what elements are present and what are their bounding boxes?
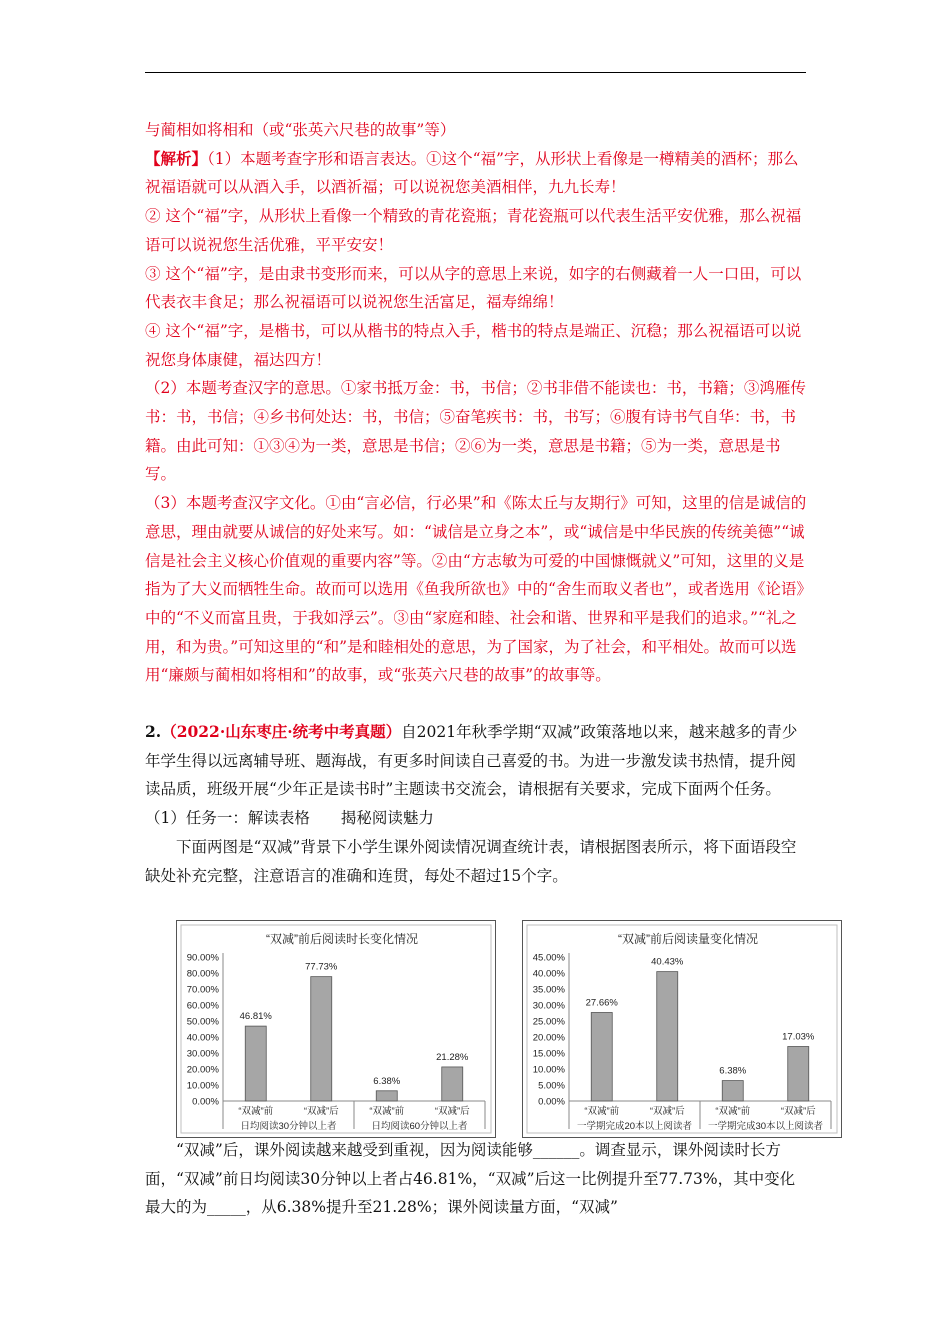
y-tick-label: 30.00%	[532, 1000, 565, 1012]
analysis-part1	[145, 145, 809, 202]
question-stem: 自2021年秋季学期“双减”政策落地以来，越来越多的青少年学生得以远离辅导班、题海战，有更多时间读自己喜爱的书。为进一步激发读书热情，提升阅读品质，班级开展“少年正是读书时”主题读书交流会，请根据有关要求，完成下面两个任务。	[145, 723, 798, 799]
y-tick-label: 30.00%	[186, 1048, 219, 1060]
bar	[311, 977, 332, 1101]
question-source: （2022·山东枣庄·统考中考真题）	[161, 722, 402, 741]
chart-reading-time	[176, 920, 496, 1138]
chart-title: “双减”前后阅读时长变化情况	[266, 932, 418, 946]
bar	[657, 972, 678, 1101]
x-category-label: “双减”前	[715, 1106, 751, 1117]
x-category-label: “双减”后	[780, 1106, 816, 1117]
y-tick-label: 0.00%	[192, 1096, 219, 1108]
y-tick-label: 90.00%	[186, 952, 219, 964]
bar-value-label: 17.03%	[782, 1031, 815, 1043]
y-tick-label: 10.00%	[532, 1064, 565, 1076]
y-tick-label: 80.00%	[186, 968, 219, 980]
question-stem-para	[145, 718, 809, 804]
x-category-label: “双减”前	[238, 1106, 274, 1117]
answer-tail: 与蔺相如将相和（或“张英六尺巷的故事”等）	[145, 121, 456, 139]
question-number: 2.	[145, 722, 162, 741]
bar-value-label: 40.43%	[651, 956, 684, 968]
question-section	[145, 718, 809, 890]
bar	[591, 1012, 612, 1101]
y-tick-label: 0.00%	[538, 1096, 565, 1108]
y-tick-label: 40.00%	[186, 1032, 219, 1044]
fill-in-section	[145, 1136, 809, 1222]
x-group-label: 一学期完成20本以上阅读者	[576, 1121, 693, 1132]
y-tick-label: 45.00%	[532, 952, 565, 964]
bar-value-label: 6.38%	[719, 1065, 747, 1077]
fill-in-paragraph: “双减”后，课外阅读越来越受到重视，因为阅读能够______。调查显示，课外阅读时长方面，“双减”前日均阅读30分钟以上者占46.81%，“双减”后这一比例提升至77.73%，其中变化最大的为_____，从6.38%提升至21.28%；课外阅读量方面，“双减”	[145, 1141, 796, 1217]
x-group-label: 日均阅读60分钟以上者	[371, 1121, 468, 1132]
x-category-label: “双减”后	[434, 1106, 470, 1117]
bar	[376, 1091, 397, 1101]
y-tick-label: 5.00%	[538, 1080, 565, 1092]
y-tick-label: 50.00%	[186, 1016, 219, 1028]
y-tick-label: 20.00%	[186, 1064, 219, 1076]
y-tick-label: 70.00%	[186, 984, 219, 996]
bar-value-label: 27.66%	[585, 997, 618, 1009]
chart-reading-time-svg	[177, 921, 495, 1137]
bar-value-label: 46.81%	[239, 1011, 272, 1023]
chart-title: “双减”前后阅读量变化情况	[618, 932, 758, 946]
chart-reading-amount	[522, 920, 842, 1138]
task1-heading: （1）任务一：解读表格 揭秘阅读魅力	[145, 809, 434, 828]
x-category-label: “双减”后	[303, 1106, 339, 1117]
task1-description: 下面两图是“双减”背景下小学生课外阅读情况调查统计表，请根据图表所示，将下面语段空缺处补充完整，注意语言的准确和连贯，每处不超过15个字。	[145, 837, 797, 885]
x-category-label: “双减”前	[369, 1106, 405, 1117]
analysis-label: 【解析】	[145, 148, 208, 168]
x-group-label: 一学期完成30本以上阅读者	[707, 1121, 824, 1132]
chart-inner-frame	[181, 925, 491, 1133]
bar	[722, 1081, 743, 1101]
bar	[245, 1026, 266, 1101]
analysis-part1-item3: ③ 这个“福”字，是由隶书变形而来，可以从字的意思上来说，如字的右侧藏着一人一口田，可以代表衣丰食足；那么祝福语可以说祝您生活富足，福寿绵绵！	[145, 264, 802, 312]
chart-reading-amount-svg	[523, 921, 841, 1137]
analysis-part1-text: （1）本题考查字形和语言表达。①这个“福”字，从形状上看像是一樽精美的酒杯；那么祝福语就可以从酒入手，以酒祈福；可以说祝您美酒相伴，九九长寿！	[145, 149, 799, 197]
analysis-part2: （2）本题考查汉字的意思。①家书抵万金：书，书信；②书非借不能读也：书，书籍；③鸿雁传书：书，书信；④乡书何处达：书，书信；⑤奋笔疾书：书，书写；⑥腹有诗书气自华：书，书籍。由此可知：①③④为一类，意思是书信；②⑥为一类，意思是书籍；⑤为一类，意思是书写。	[145, 379, 806, 484]
x-category-label: “双减”前	[584, 1106, 620, 1117]
bar-value-label: 77.73%	[305, 961, 338, 973]
analysis-part1-item4: ④ 这个“福”字，是楷书，可以从楷书的特点入手，楷书的特点是端正、沉稳；那么祝福语可以说祝您身体康健，福达四方！	[145, 321, 802, 369]
analysis-section	[145, 116, 809, 690]
y-tick-label: 35.00%	[532, 984, 565, 996]
bar	[788, 1047, 809, 1101]
y-tick-label: 25.00%	[532, 1016, 565, 1028]
header-rule	[145, 72, 806, 73]
x-category-label: “双减”后	[649, 1106, 685, 1117]
bar-value-label: 21.28%	[436, 1051, 469, 1063]
y-tick-label: 10.00%	[186, 1080, 219, 1092]
analysis-part1-item2: ② 这个“福”字，从形状上看像一个精致的青花瓷瓶；青花瓷瓶可以代表生活平安优雅，那么祝福语可以说祝您生活优雅，平平安安！	[145, 207, 802, 254]
y-tick-label: 20.00%	[532, 1032, 565, 1044]
y-tick-label: 15.00%	[532, 1048, 565, 1060]
bar-value-label: 6.38%	[373, 1075, 401, 1087]
bar	[442, 1067, 463, 1101]
y-tick-label: 40.00%	[532, 968, 565, 980]
x-group-label: 日均阅读30分钟以上者	[240, 1121, 337, 1132]
analysis-part3: （3）本题考查汉字文化。①由“言必信，行必果”和《陈太丘与友期行》可知，这里的信是诚信的意思，理由就要从诚信的好处来写。如：“诚信是立身之本”，或“诚信是中华民族的传统美德”“诚信是社会主义核心价值观的重要内容”等。②由“方志敏为可爱的中国慷慨就义”可知，这里的义是指为了大义而牺牲生命。故而可以选用《鱼我所欲也》中的“舍生而取义者也”，或者选用《论语》中的“不义而富且贵，于我如浮云”。③由“家庭和睦、社会和谐、世界和平是我们的追求。”“礼之用，和为贵。”可知这里的“和”是和睦相处的意思，为了国家，为了社会，和平相处。故而可以选用“廉颇与蔺相如将相和”的故事，或“张英六尺巷的故事”的故事等。	[145, 494, 807, 685]
y-tick-label: 60.00%	[186, 1000, 219, 1012]
